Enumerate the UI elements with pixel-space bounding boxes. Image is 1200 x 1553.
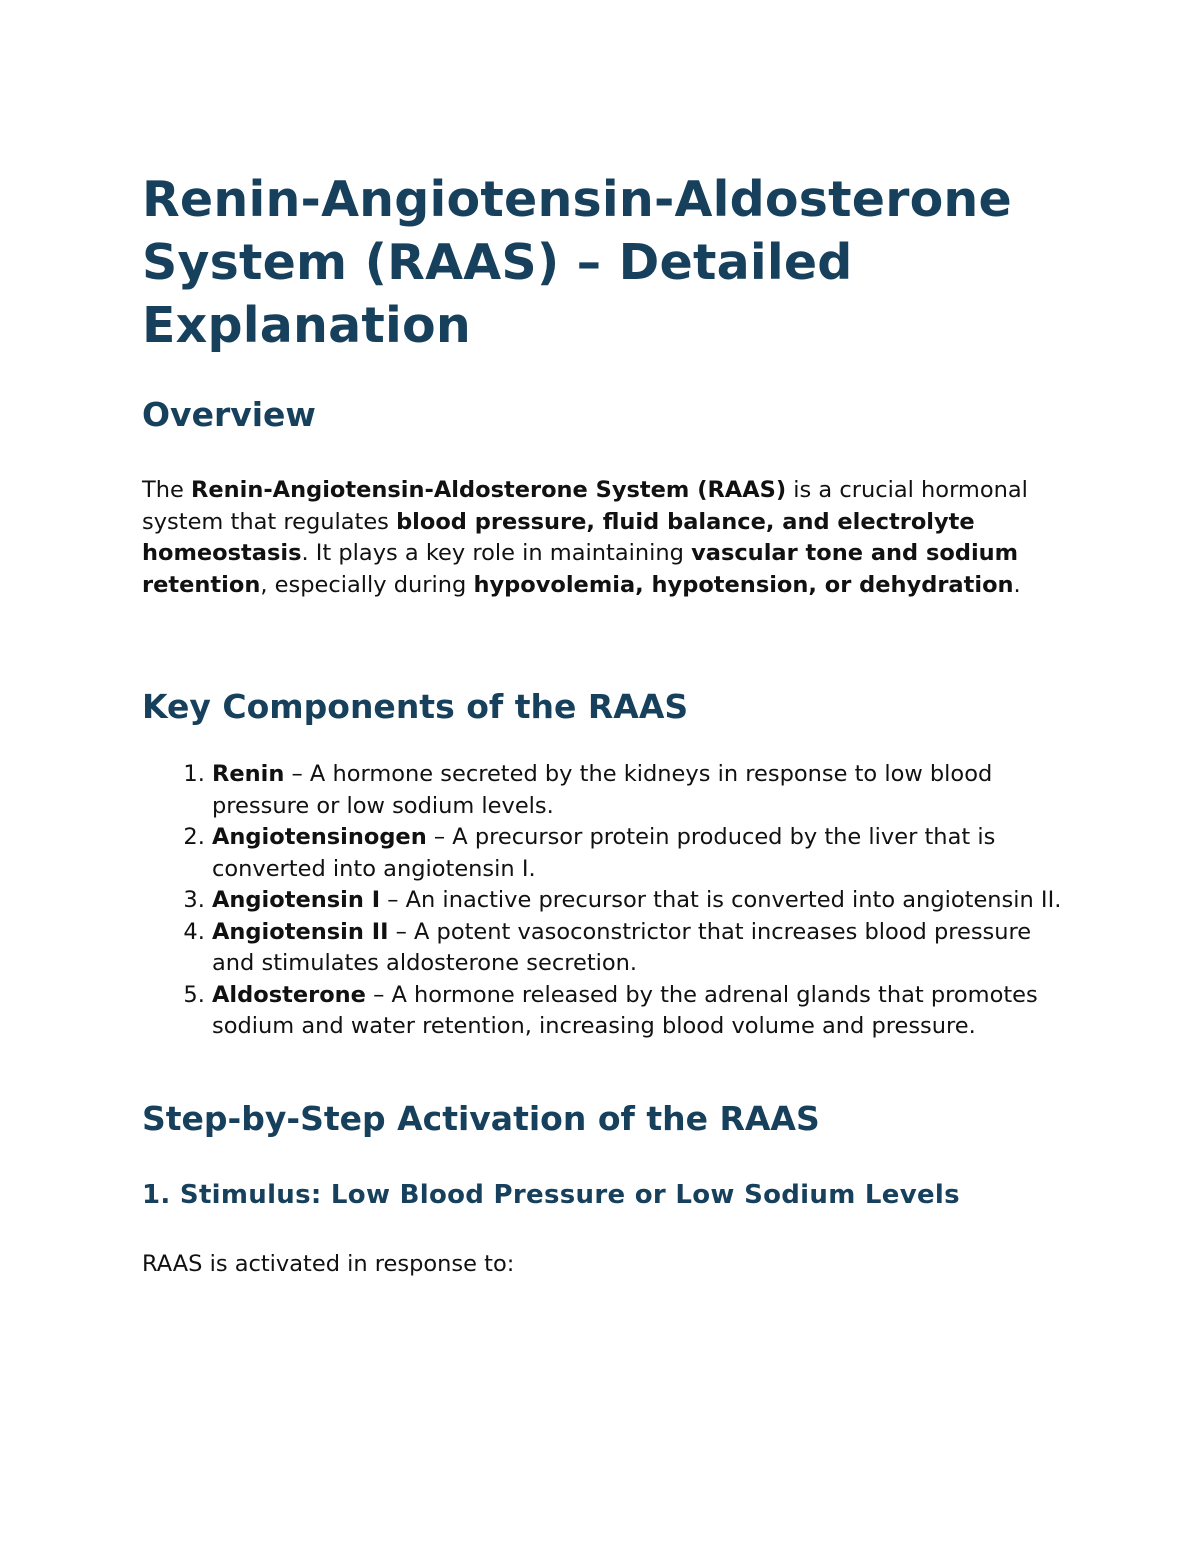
components-list xyxy=(142,759,1072,1043)
component-desc: – A potent vasoconstrictor that increases blood pressure and stimulates aldosterone secretion. xyxy=(212,918,1032,976)
component-desc: – An inactive precursor that is converted into angiotensin II. xyxy=(380,887,1062,913)
list-item xyxy=(212,917,1072,980)
overview-run: . xyxy=(1013,571,1021,598)
overview-run: is a crucial hormonal system that regulates xyxy=(142,477,1028,535)
overview-heading: Overview xyxy=(142,395,316,434)
component-desc: – A precursor protein produced by the liver that is converted into angiotensin I. xyxy=(212,824,996,882)
step1-heading: 1. Stimulus: Low Blood Pressure or Low Sodium Levels xyxy=(142,1179,960,1210)
component-term: Angiotensin II xyxy=(212,918,389,945)
list-item xyxy=(212,759,1072,822)
activation-heading: Step-by-Step Activation of the RAAS xyxy=(142,1098,820,1138)
document-title: Renin-Angiotensin-Aldosterone System (RAAS) – Detailed Explanation xyxy=(142,171,1012,354)
overview-run-bold: vascular tone and sodium retention xyxy=(142,540,1019,598)
overview-run: , especially during xyxy=(260,571,474,598)
document-page xyxy=(142,168,1072,1280)
overview-run: The xyxy=(142,477,191,503)
list-item xyxy=(212,980,1072,1043)
overview-run: . It plays a key role in maintaining xyxy=(301,540,692,566)
overview-run-bold: Renin-Angiotensin-Aldosterone System (RAAS) xyxy=(191,477,787,503)
overview-run-bold: blood pressure, fluid balance, and electrolyte homeostasis xyxy=(142,508,975,566)
component-desc: – A hormone secreted by the kidneys in response to low blood pressure or low sodium levels. xyxy=(212,761,993,819)
list-item xyxy=(212,885,1072,917)
component-term: Angiotensin I xyxy=(212,887,381,913)
overview-run-bold: hypovolemia, hypotension, or dehydration xyxy=(473,571,1014,598)
component-term: Angiotensinogen xyxy=(212,824,427,850)
list-item xyxy=(212,822,1072,885)
component-term: Aldosterone xyxy=(212,981,366,1008)
component-term: Renin xyxy=(212,761,285,787)
step1-paragraph: RAAS is activated in response to: xyxy=(142,1250,515,1277)
overview-paragraph xyxy=(142,475,1072,601)
component-desc: – A hormone released by the adrenal glands that promotes sodium and water retention, increasing blood volume and pressure. xyxy=(212,981,1038,1039)
components-heading: Key Components of the RAAS xyxy=(142,687,689,726)
